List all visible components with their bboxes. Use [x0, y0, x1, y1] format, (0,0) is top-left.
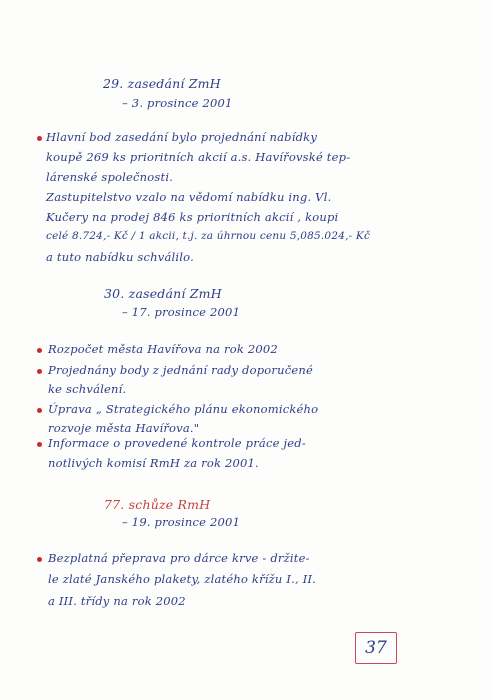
- section-1-paragraph-line: celé 8.724,- Kč / 1 akcii, t.j. za úhrnou cenu 5,085.024,- Kč: [46, 230, 371, 242]
- bullet-icon: [37, 557, 42, 562]
- section-2-date: – 17. prosince 2001: [122, 305, 241, 319]
- bullet-icon: [37, 348, 42, 353]
- section-1-paragraph-line: Kučery na prodej 846 ks prioritních akcií , koupi: [46, 210, 339, 224]
- section-1-paragraph-line: Zastupitelstvo vzalo na vědomí nabídku ing. Vl.: [46, 190, 332, 204]
- section-2-item-line: Projednány body z jednání rady doporučené: [48, 363, 313, 377]
- section-2-item-line: rozvoje města Havířova.": [48, 421, 200, 435]
- section-2-item-line: Rozpočet města Havířova na rok 2002: [48, 342, 278, 356]
- section-1-paragraph-line: Hlavní bod zasedání bylo projednání nabídky: [46, 130, 318, 144]
- section-1-paragraph-line: a tuto nabídku schválilo.: [46, 250, 194, 264]
- page-number: 37: [355, 632, 397, 664]
- section-2-item-line: ke schválení.: [48, 382, 127, 396]
- bullet-icon: [37, 136, 42, 141]
- section-3-item-line: a III. třídy na rok 2002: [48, 594, 186, 608]
- bullet-icon: [37, 408, 42, 413]
- section-3-date: – 19. prosince 2001: [122, 515, 241, 529]
- section-2-item-line: notlivých komisí RmH za rok 2001.: [48, 456, 259, 470]
- section-3-item-line: le zlaté Janského plakety, zlatého křížu I., II.: [48, 572, 317, 586]
- section-2-heading: 30. zasedání ZmH: [104, 286, 222, 301]
- section-3-heading: 77. schůze RmH: [104, 497, 211, 512]
- section-1-paragraph-line: koupě 269 ks prioritních akcií a.s. Havířovské tep-: [46, 150, 351, 164]
- bullet-icon: [37, 369, 42, 374]
- bullet-icon: [37, 442, 42, 447]
- section-2-item-line: Informace o provedené kontrole práce jed-: [48, 436, 306, 450]
- section-1-date: – 3. prosince 2001: [122, 96, 233, 110]
- section-1-heading: 29. zasedání ZmH: [103, 76, 221, 91]
- section-3-item-line: Bezplatná přeprava pro dárce krve - držite-: [48, 551, 310, 565]
- section-1-paragraph-line: lárenské společnosti.: [46, 170, 174, 184]
- section-2-item-line: Úprava „ Strategického plánu ekonomického: [48, 402, 319, 416]
